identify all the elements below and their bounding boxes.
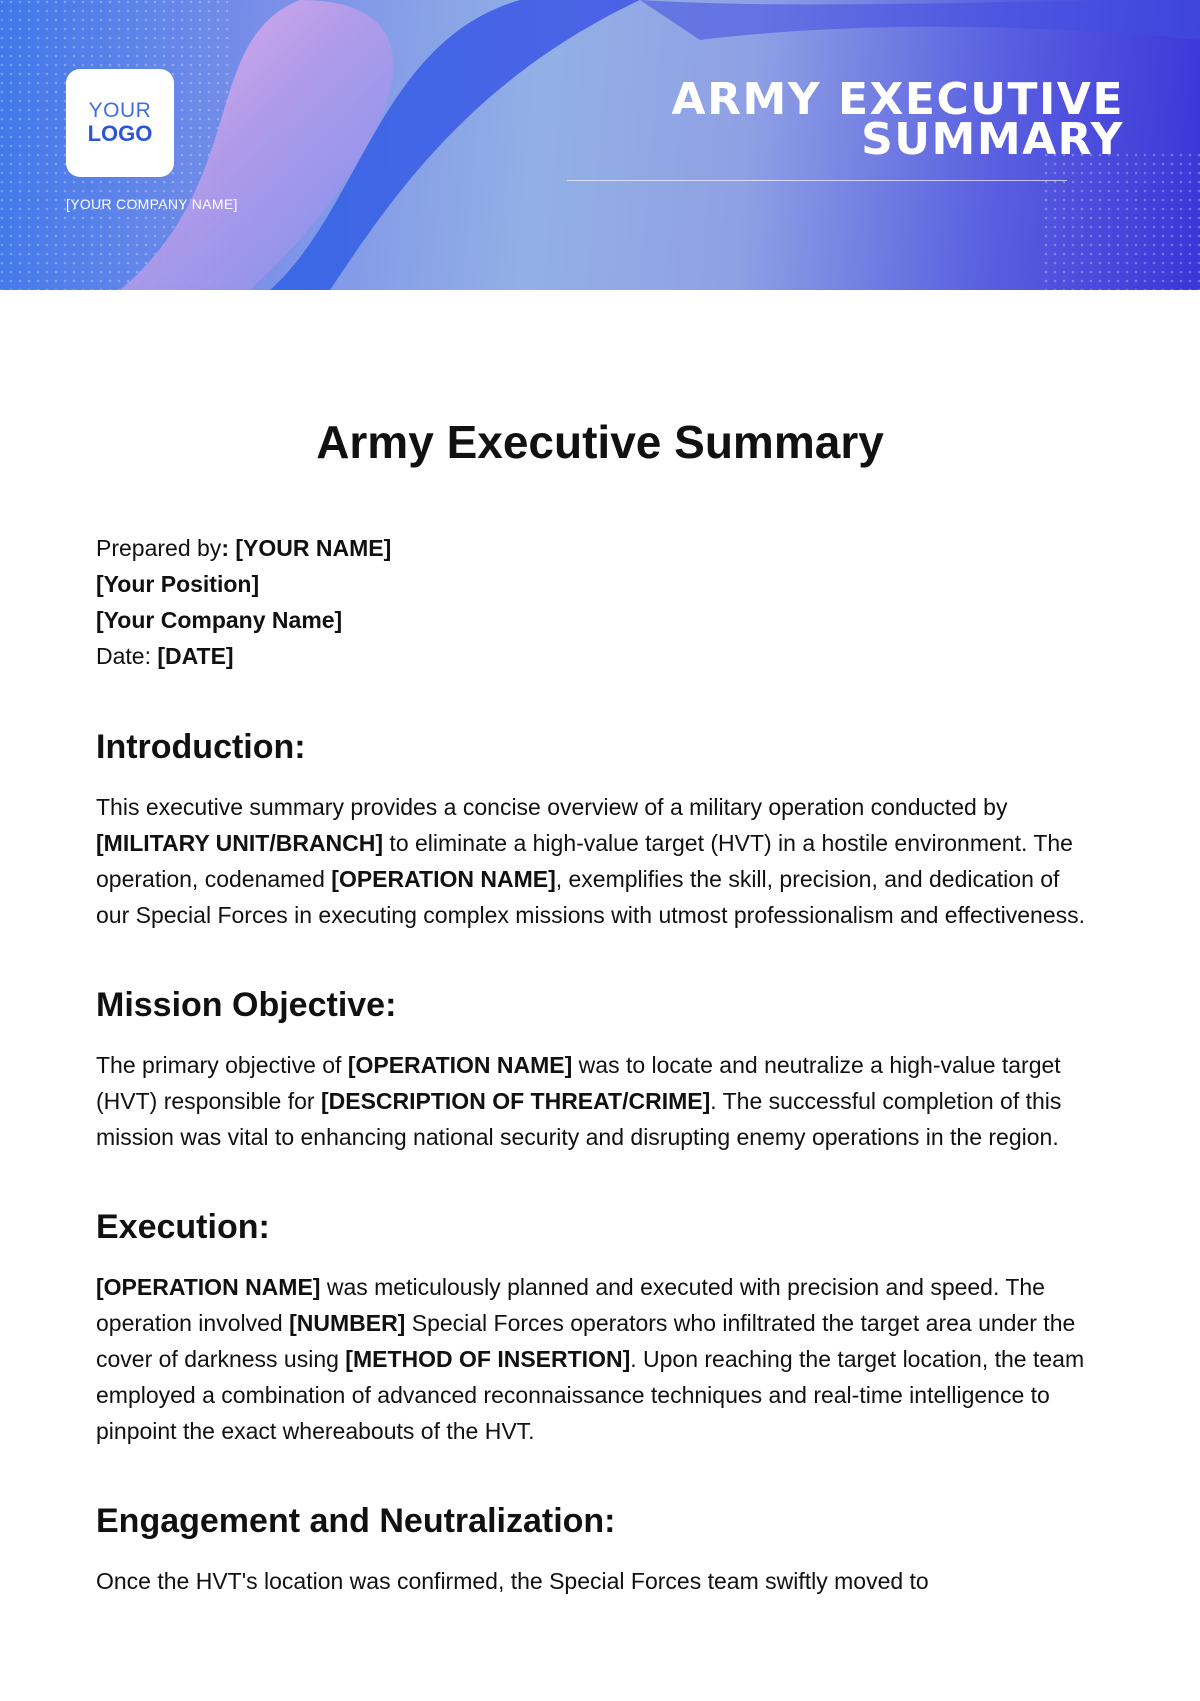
section-heading-mission-objective: Mission Objective:: [96, 986, 397, 1024]
date-value: [DATE]: [157, 643, 234, 669]
date-label: Date:: [96, 643, 158, 669]
placeholder-operation-name: [OPERATION NAME]: [347, 1052, 573, 1078]
banner-title: [524, 74, 1124, 165]
placeholder-military-unit: [MILITARY UNIT/BRANCH]: [96, 830, 384, 856]
placeholder-threat-description: [DESCRIPTION OF THREAT/CRIME]: [320, 1088, 711, 1114]
section-heading-execution: Execution:: [96, 1208, 270, 1246]
company-value: [Your Company Name]: [96, 607, 343, 633]
top-right-wave: [640, 0, 1200, 40]
placeholder-operation-name: [OPERATION NAME]: [96, 1274, 321, 1300]
text-run: . The successful completion of this mission was vital to enhancing national security and disrupting enemy operations in the region.: [96, 1088, 1062, 1150]
text-run: to eliminate a high-value target (HVT) in a hostile environment. The operation, codenamed: [96, 830, 1073, 892]
engagement-paragraph: [96, 1563, 1096, 1599]
introduction-paragraph: [96, 789, 1096, 933]
text-run: Once the HVT's location was confirmed, the Special Forces team swiftly moved to: [96, 1568, 929, 1594]
document-title: Army Executive Summary: [316, 416, 884, 468]
placeholder-operation-name: [OPERATION NAME]: [331, 866, 556, 892]
company-line: [96, 602, 1096, 638]
text-run: Special Forces operators who infiltrated the target area under the cover of darkness using: [96, 1310, 1076, 1372]
placeholder-insertion-method: [METHOD OF INSERTION]: [345, 1346, 631, 1372]
text-run: . Upon reaching the target location, the team employed a combination of advanced reconnaissance techniques and real-time intelligence to pinpoint the exact whereabouts of the HVT.: [96, 1346, 1085, 1444]
mission-objective-paragraph: [96, 1047, 1096, 1155]
prepared-by-line: [96, 530, 1096, 566]
banner-title-line2: SUMMARY: [861, 114, 1124, 165]
text-run: The primary objective of: [96, 1052, 348, 1078]
prepared-by-name: [YOUR NAME]: [235, 535, 392, 561]
section-heading-engagement: Engagement and Neutralization:: [96, 1502, 616, 1540]
prepared-by-separator: :: [221, 535, 236, 561]
date-line: [96, 638, 1096, 674]
text-run: , exemplifies the skill, precision, and dedication of our Special Forces in executing complex missions with utmost professionalism and effectiveness.: [96, 866, 1086, 928]
position-line: [96, 566, 1096, 602]
header-banner: [0, 0, 1200, 290]
company-logo: [66, 69, 174, 177]
banner-divider: [567, 180, 1067, 181]
logo-line2: LOGO: [87, 121, 153, 146]
text-run: was meticulously planned and executed with precision and speed. The operation involved: [96, 1274, 1045, 1336]
text-run: was to locate and neutralize a high-value target (HVT) responsible for: [96, 1052, 1061, 1114]
section-heading-introduction: Introduction:: [96, 728, 306, 766]
position-value: [Your Position]: [96, 571, 260, 597]
logo-line1: YOUR: [88, 99, 152, 122]
banner-title-line1: ARMY EXECUTIVE: [671, 74, 1124, 125]
placeholder-number: [NUMBER]: [289, 1310, 406, 1336]
company-name-placeholder: [YOUR COMPANY NAME]: [66, 196, 238, 212]
dot-pattern-right: [1040, 150, 1200, 290]
execution-paragraph: [96, 1269, 1096, 1449]
text-run: This executive summary provides a concise overview of a military operation conducted by: [96, 794, 1008, 820]
document-body: [96, 530, 1096, 1599]
prepared-by-label: Prepared by: [96, 535, 222, 561]
